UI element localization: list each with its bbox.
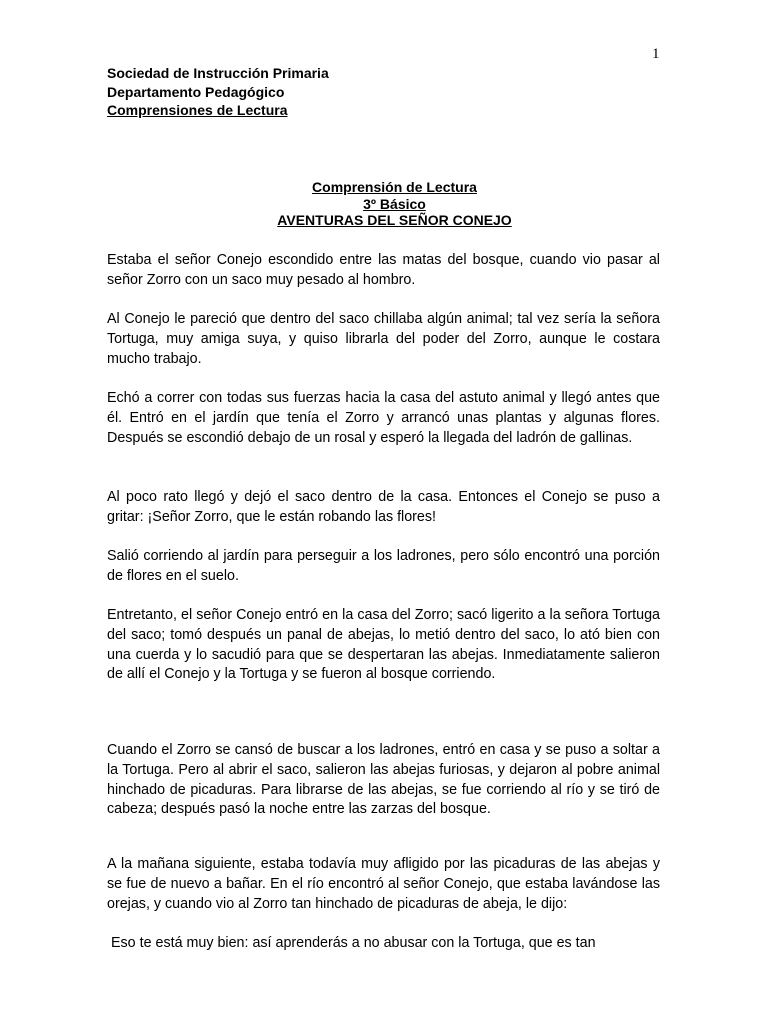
story-title: AVENTURAS DEL SEÑOR CONEJO (277, 212, 512, 228)
title-block (107, 179, 682, 229)
story-paragraph (107, 606, 660, 685)
paragraph-text: A la mañana siguiente, estaba todavía muy afligido por las picaduras de las abejas y se fue de nuevo a bañar. En el río encontró al señor Conejo, que estaba lavándose las orejas, y cuando vio al Zorro tan hinchado de picaduras de abeja, le dijo: (107, 856, 660, 912)
paragraph-text: Al Conejo le pareció que dentro del saco chillaba algún animal; tal vez sería la señora Tortuga, muy amiga suya, y quiso librarla del poder del Zorro, aunque le costara mucho trabajo. (107, 311, 660, 367)
story-paragraph (107, 741, 660, 820)
story-paragraph (107, 310, 660, 369)
institution-header (107, 64, 329, 120)
grade-level: 3º Básico (363, 195, 426, 212)
page-number: 1 (652, 46, 660, 62)
department-name: Departamento Pedagógico (107, 83, 285, 100)
story-paragraph (107, 934, 660, 954)
paragraph-text: Echó a correr con todas sus fuerzas hacia la casa del astuto animal y llegó antes que él. Entró en el jardín que tenía el Zorro y arrancó unas plantas y algunas flores. Después se escondió debajo de un rosal y esperó la llegada del ladrón de gallinas. (107, 390, 660, 446)
story-paragraph (107, 251, 660, 291)
paragraph-text: Al poco rato llegó y dejó el saco dentro de la casa. Entonces el Conejo se puso a gritar: ¡Señor Zorro, que le están robando las flores! (107, 489, 660, 525)
story-paragraph (107, 488, 660, 528)
paragraph-text: Estaba el señor Conejo escondido entre las matas del bosque, cuando vio pasar al señor Zorro con un saco muy pesado al hombro. (107, 252, 660, 288)
institution-name: Sociedad de Instrucción Primaria (107, 65, 329, 81)
paragraph-text: Salió corriendo al jardín para perseguir a los ladrones, pero sólo encontró una porción de flores en el suelo. (107, 548, 660, 584)
story-paragraph (107, 389, 660, 448)
paragraph-text: Entretanto, el señor Conejo entró en la casa del Zorro; sacó ligerito a la señora Tortuga del saco; tomó después un panal de abejas, lo metió dentro del saco, lo ató bien con una cuerda y lo sacudió para que se despertaran las abejas. Inmediatamente salieron de allí el Conejo y la Tortuga y se fueron al bosque corriendo. (107, 607, 660, 683)
document-type-title: Comprensión de Lectura (312, 179, 477, 195)
story-paragraph (107, 855, 660, 914)
paragraph-text: Eso te está muy bien: así aprenderás a no abusar con la Tortuga, que es tan (111, 935, 596, 951)
paragraph-text: Cuando el Zorro se cansó de buscar a los ladrones, entró en casa y se puso a soltar a la Tortuga. Pero al abrir el saco, salieron las abejas furiosas, y dejaron al pobre animal hinchado de picaduras. Para librarse de las abejas, se fue corriendo al río y se tiró de cabeza; después pasó la noche entre las zarzas del bosque. (107, 742, 660, 818)
story-paragraph (107, 547, 660, 587)
section-name: Comprensiones de Lectura (107, 102, 288, 118)
